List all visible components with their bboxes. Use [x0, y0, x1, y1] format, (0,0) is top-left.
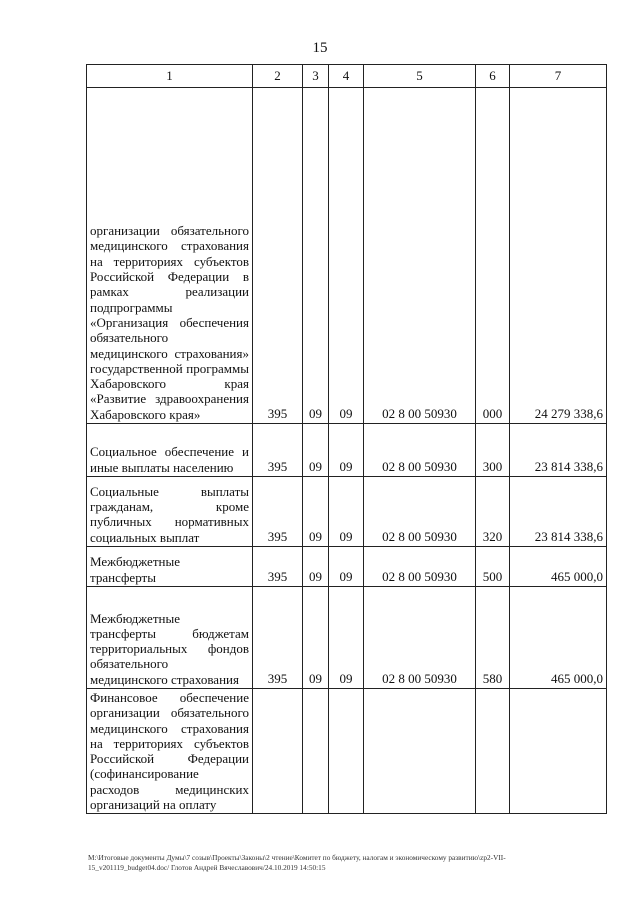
- cell-amount: [510, 689, 607, 814]
- table-row: [87, 587, 607, 689]
- row-name: организации обязательного медицинского страхования на территориях субъектов Российской Федерации в рамках реализации подпрограммы «Организация обеспечения обязательного медицинского страхования» государственной программы Хабаровского края «Развитие здравоохранения Хабаровского края»: [87, 88, 253, 424]
- cell-subsection: 09: [329, 547, 364, 587]
- budget-table: [86, 64, 607, 814]
- column-header: 4: [329, 65, 364, 88]
- cell-target: 02 8 00 50930: [364, 88, 476, 424]
- cell-code: [253, 689, 303, 814]
- cell-amount: 465 000,0: [510, 547, 607, 587]
- cell-expense-type: 300: [476, 424, 510, 477]
- cell-amount: 24 279 338,6: [510, 88, 607, 424]
- header-row: [87, 65, 607, 88]
- table-row: [87, 689, 607, 814]
- footer-line: 15_v201119_budget04.doc/ Глотов Андрей Вячеславович/24.10.2019 14:50:15: [88, 863, 326, 872]
- cell-section: 09: [303, 587, 329, 689]
- table-row: [87, 477, 607, 547]
- footer-line: M:\Итоговые документы Думы\7 созыв\Проекты\Законы\2 чтение\Комитет по бюджету, налогам и экономическому развитию\zp2-VII-: [88, 853, 506, 862]
- cell-subsection: 09: [329, 424, 364, 477]
- cell-expense-type: 000: [476, 88, 510, 424]
- cell-amount: 465 000,0: [510, 587, 607, 689]
- column-header: 5: [364, 65, 476, 88]
- cell-code: 395: [253, 547, 303, 587]
- cell-code: 395: [253, 587, 303, 689]
- row-name: Социальные выплаты гражданам, кроме публичных нормативных социальных выплат: [87, 477, 253, 547]
- cell-section: [303, 689, 329, 814]
- cell-code: 395: [253, 424, 303, 477]
- cell-section: 09: [303, 477, 329, 547]
- column-header: 2: [253, 65, 303, 88]
- cell-subsection: [329, 689, 364, 814]
- row-name: Социальное обеспечение и иные выплаты населению: [87, 424, 253, 477]
- page-number: 15: [312, 40, 328, 56]
- cell-section: 09: [303, 424, 329, 477]
- cell-expense-type: 320: [476, 477, 510, 547]
- column-header: 6: [476, 65, 510, 88]
- cell-code: 395: [253, 477, 303, 547]
- row-name: Межбюджетные трансферты: [87, 547, 253, 587]
- cell-target: 02 8 00 50930: [364, 477, 476, 547]
- file-path-footer: [88, 853, 608, 873]
- cell-amount: 23 814 338,6: [510, 477, 607, 547]
- row-name: Финансовое обеспечение организации обязательного медицинского страхования на территориях субъектов Российской Федерации (софинансирование расходов медицинских организаций на оплату: [87, 689, 253, 814]
- cell-subsection: 09: [329, 88, 364, 424]
- cell-expense-type: 580: [476, 587, 510, 689]
- cell-target: [364, 689, 476, 814]
- table-row: [87, 88, 607, 424]
- cell-section: 09: [303, 88, 329, 424]
- cell-expense-type: [476, 689, 510, 814]
- table-row: [87, 424, 607, 477]
- cell-code: 395: [253, 88, 303, 424]
- cell-subsection: 09: [329, 477, 364, 547]
- cell-expense-type: 500: [476, 547, 510, 587]
- column-header: 3: [303, 65, 329, 88]
- column-header: 1: [87, 65, 253, 88]
- row-name: Межбюджетные трансферты бюджетам территориальных фондов обязательного медицинского страхования: [87, 587, 253, 689]
- column-header: 7: [510, 65, 607, 88]
- cell-section: 09: [303, 547, 329, 587]
- cell-target: 02 8 00 50930: [364, 424, 476, 477]
- cell-target: 02 8 00 50930: [364, 587, 476, 689]
- cell-target: 02 8 00 50930: [364, 547, 476, 587]
- cell-subsection: 09: [329, 587, 364, 689]
- cell-amount: 23 814 338,6: [510, 424, 607, 477]
- table-row: [87, 547, 607, 587]
